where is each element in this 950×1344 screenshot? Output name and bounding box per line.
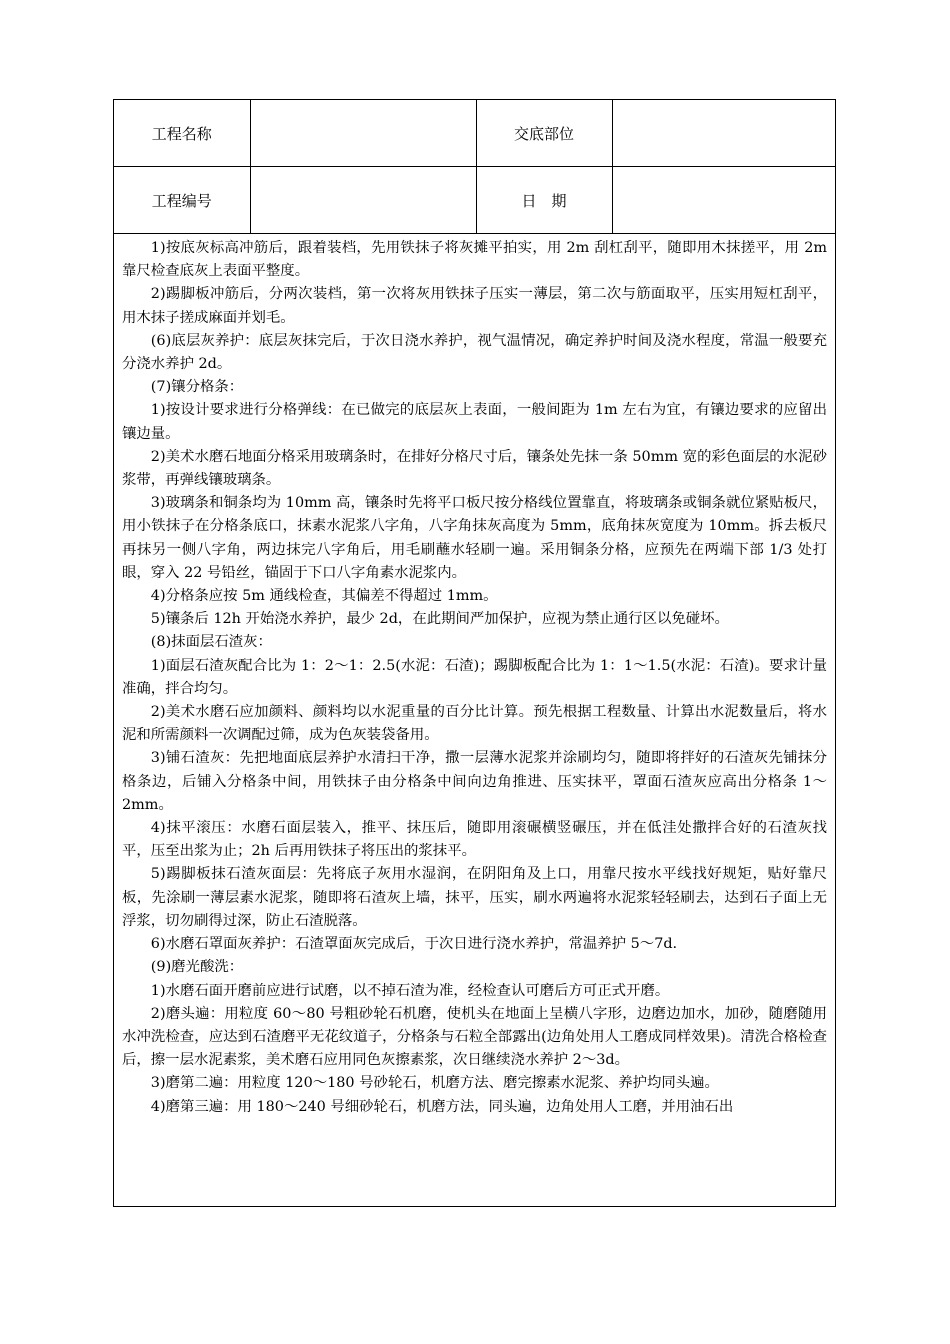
content-paragraph: 1)水磨石面开磨前应进行试磨，以不掉石渣为准，经检查认可磨后方可正式开磨。 <box>150 982 670 999</box>
content-paragraph: 4)分格条应按 5m 通线检查，其偏差不得超过 1mm。 <box>150 588 498 605</box>
content-paragraph: 3)磨第二遍：用粒度 120～180 号砂轮石，机磨方法、磨完擦素水泥浆、养护均同头遍。 <box>150 1075 719 1092</box>
disclosure-content <box>114 234 835 1206</box>
header-row-1 <box>114 100 835 167</box>
content-paragraph: 2)踢脚板冲筋后，分两次装档，第一次将灰用铁抹子压实一薄层，第二次与筋面取平，压实用短杠刮平，用木抹子搓成麻面并划毛。 <box>122 286 827 326</box>
header-row-2 <box>114 167 835 234</box>
location-value <box>612 100 835 167</box>
header-table <box>114 100 835 234</box>
project-no-value <box>250 167 476 234</box>
content-paragraph: (6)底层灰养护：底层灰抹完后，于次日浇水养护，视气温情况，确定养护时间及浇水程度，常温一般要充分浇水养护 2d。 <box>122 332 827 373</box>
content-paragraph: 4)抹平滚压：水磨石面层装入，推平、抹压后，随即用滚碾横竖碾压，并在低洼处撒拌合好的石渣灰找平，压至出浆为止；2h 后再用铁抹子将压出的浆抹平。 <box>122 820 827 860</box>
date-label: 日 期 <box>476 167 612 234</box>
content-paragraph: 2)美术水磨石地面分格采用玻璃条时，在排好分格尺寸后，镶条处先抹一条 50mm 宽的彩色面层的水泥砂浆带，再弹线镶玻璃条。 <box>122 448 827 489</box>
content-paragraph: (8)抹面层石渣灰： <box>150 634 272 651</box>
date-value <box>612 167 835 234</box>
project-no-label: 工程编号 <box>114 167 250 234</box>
content-paragraph: 4)磨第三遍：用 180～240 号细砂轮石，机磨方法，同头遍，边角处用人工磨，并用油石出 <box>150 1098 734 1115</box>
location-label: 交底部位 <box>476 100 612 167</box>
content-paragraph: (7)镶分格条： <box>150 379 244 396</box>
content-paragraph: 2)美术水磨石应加颜料、颜料均以水泥重量的百分比计算。预先根据工程数量、计算出水泥数量后，将水泥和所需颜料一次调配过筛，成为色灰装袋备用。 <box>122 704 827 744</box>
content-paragraph: 1)按底灰标高冲筋后，跟着装档，先用铁抹子将灰摊平拍实，用 2m 刮杠刮平，随即用木抹搓平，用 2m 靠尺检查底灰上表面平整度。 <box>122 240 827 280</box>
content-paragraph: 1)面层石渣灰配合比为 1：2～1：2.5(水泥：石渣)；踢脚板配合比为 1：1～1.5(水泥：石渣)。要求计量准确，拌合均匀。 <box>122 657 827 697</box>
content-paragraph: 5)踢脚板抹石渣灰面层：先将底子灰用水湿润，在阴阳角及上口，用靠尺按水平线找好规矩，贴好靠尺板，先涂刷一薄层素水泥浆，随即将石渣灰上墙，抹平，压实，刷水两遍将水泥浆轻轻刷去，达到石子面上无浮浆，切勿刷得过深，防止石渣脱落。 <box>122 866 827 929</box>
content-paragraph: 3)玻璃条和铜条均为 10mm 高，镶条时先将平口板尺按分格线位置靠直，将玻璃条或铜条就位紧贴板尺，用小铁抹子在分格条底口，抹素水泥浆八字角，八字角抹灰高度为 5mm，底角抹灰宽度为 10mm。拆去板尺再抹另一侧八字角，两边抹完八字角后，用毛刷蘸水轻刷一遍。采用铜条分格，应预先在两端下部 1/3 处打眼，穿入 22 号铅丝，锚固于下口八字角素水泥浆内。 <box>122 495 827 581</box>
content-paragraph: (9)磨光酸洗： <box>150 959 244 976</box>
project-name-value <box>250 100 476 167</box>
content-paragraph: 6)水磨石罩面灰养护：石渣罩面灰完成后，于次日进行浇水养护，常温养护 5～7d. <box>150 936 678 953</box>
content-paragraph: 3)铺石渣灰：先把地面底层养护水清扫干净，撒一层薄水泥浆并涂刷均匀，随即将拌好的石渣灰先铺抹分格条边，后铺入分格条中间，用铁抹子由分格条中间向边角推进、压实抹平，罩面石渣灰应高出分格条 1～2mm。 <box>122 750 827 813</box>
content-paragraph: 5)镶条后 12h 开始浇水养护，最少 2d，在此期间严加保护，应视为禁止通行区以免碰坏。 <box>150 611 729 628</box>
disclosure-form <box>113 99 836 1207</box>
content-paragraph: 2)磨头遍：用粒度 60～80 号粗砂轮石机磨，使机头在地面上呈横八字形，边磨边加水，加砂，随磨随用水冲洗检查，应达到石渣磨平无花纹道子，分格条与石粒全部露出(边角处用人工磨成同样效果)。清洗合格检查后，擦一层水泥素浆，美术磨石应用同色灰擦素浆，次日继续浇水养护 2～3d。 <box>122 1005 827 1069</box>
project-name-label: 工程名称 <box>114 100 250 167</box>
content-paragraph: 1)按设计要求进行分格弹线：在已做完的底层灰上表面，一般间距为 1m 左右为宜，有镶边要求的应留出镶边量。 <box>122 402 827 442</box>
